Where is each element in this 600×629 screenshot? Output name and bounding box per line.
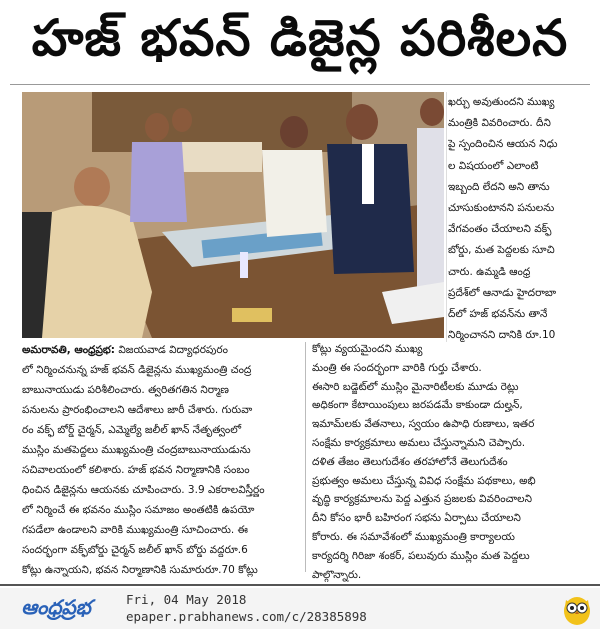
text-line: కోట్లు ఉన్నాయని, భవన నిర్మాణానికి సుమారురూ.70 కోట్లు (22, 564, 258, 576)
text-line: మంత్రి ఈ సందర్భంగా వారికి గుర్తు చేశారు. (312, 361, 482, 374)
text-line: ప్రభుత్వం అమలు చేస్తున్న వివిధ సంక్షేమ పథకాలు, అభి (312, 474, 536, 487)
article-column-right (312, 340, 594, 584)
headline: హజ్ భవన్ డిజైన్ల పరిశీలన (31, 8, 569, 67)
text-line: సచివాలయంలో కలిశారు. హజ్ భవన నిర్మాణానికి సంబం (22, 464, 250, 476)
text-line: కార్యదర్శి గిరిజా శంకర్, పలువురు ముస్లిం మత పెద్దలు (312, 549, 530, 562)
text-line: లో నిర్మించే ఈ భవనం ముస్లిం సమాజం అంతటికి ఉపయో (22, 504, 255, 516)
text-line: ఇబ్బంది లేదని అని తాను (448, 180, 550, 193)
text-line: మంత్రికి వివరించారు. దీని (448, 117, 551, 130)
text-line: సంక్షేమ కార్యక్రమాలు అమలు చేస్తున్నామని చెప్పారు. (312, 436, 526, 449)
text-line: చూసుకుంటానని పనులను (448, 201, 555, 214)
text-line: కోరారు. ఈ సమావేశంలో ముఖ్యమంత్రి కార్యాలయ (312, 530, 515, 543)
headline-rule (10, 84, 590, 85)
text-line: లో నిర్మించనున్న హజ్ భవన్ డిజైన్లను ముఖ్యమంత్రి చంద్ర (22, 364, 252, 376)
text-line: నిర్మించానని దానికి రూ.10 (448, 329, 556, 342)
text-line: రం వక్ఫ్ బోర్డ్ చైర్మన్, ఎమ్మెల్యే జలీల్ ఖాన్ నేతృత్వంలో (22, 424, 242, 436)
footer (0, 588, 600, 629)
text-line: ఇమామ్‌లకు వేతనాలు, స్వయం ఉపాధి రుణాలు, ఇతర (312, 418, 535, 431)
text-line: బోర్డు, మత పెద్దలకు సూచి (448, 244, 555, 257)
owl-icon (560, 592, 594, 626)
text-line: పనులను ప్రారంభించాలని ఆదేశాలు జారీ చేశారు. గురువా (22, 404, 253, 416)
text-line: ఈసారి బడ్జెట్‌లో ముస్లిం మైనారిటీలకు మూడు రెట్లు (312, 380, 519, 393)
dateline: అమరావతి, ఆంధ్రప్రభ: (22, 344, 115, 356)
text-line: పాల్గొన్నారు. (312, 568, 362, 581)
publication-logo[interactable]: ఆంధ్రప్రభ (21, 594, 91, 619)
article-column-left (22, 340, 300, 580)
article-column-right-top (448, 92, 594, 346)
text-line: విజయవాడ విద్యాధరపురం (115, 344, 228, 356)
news-photo (22, 92, 444, 338)
text-line: చారు. ఉమ్మడి ఆంధ్ర (448, 265, 531, 278)
text-line: పై స్పందించిన ఆయన నిధు (448, 138, 558, 151)
text-line: దళిత తేజం తెలుగుదేశం తరహాలోనే తెలుగుదేశం (312, 455, 508, 468)
column-divider (305, 342, 306, 572)
text-line: ప్రదేశ్‌లో ఆనాడు హైదరాబా (448, 286, 557, 299)
edition-url[interactable]: epaper.prabhanews.com/c/28385898 (126, 609, 367, 624)
text-line: దీని కోసం భారీ బహిరంగ సభను ఏర్పాటు చేయాలని (312, 512, 521, 525)
text-line: బాబునాయుడు పరిశీలించారు. త్వరితగతిన నిర్మాణ (22, 384, 229, 396)
photo-illustration (22, 92, 444, 338)
column-divider-top (446, 92, 447, 342)
edition-date: Fri, 04 May 2018 (126, 592, 247, 607)
footer-rule (0, 584, 600, 586)
text-line: ధించిన డిజైన్లను ఆయనకు చూపించారు. 3.9 ఎకరాలవిస్తీర్ణం (22, 484, 265, 496)
text-line: సందర్భంగా వక్ఫ్‌బోర్డు చైర్మన్ జలీల్ ఖాన్ బోర్డు వద్దరూ.6 (22, 544, 248, 556)
text-line: వృద్ధి కార్యక్రమాలను పెద్ద ఎత్తున ప్రజలకు వివరించాలని (312, 493, 532, 506)
text-line: అధికంగా కేటాయింపులు జరపడమే కాకుండా దుల్హన్, (312, 399, 523, 412)
text-line-first (22, 340, 300, 360)
text-line: ఖర్చు అవుతుందని ముఖ్య (448, 96, 555, 108)
text-line: కోట్లు వ్యయమైందని ముఖ్య (312, 343, 423, 355)
text-line: గపడేలా ఉండాలని వారికి ముఖ్యమంత్రి సూచించారు. ఈ (22, 524, 248, 536)
text-line: వేగవంతం చేయాలని వక్ఫ్ (448, 223, 552, 236)
text-line: ల విషయంలో ఎలాంటి (448, 159, 539, 172)
text-line: ముస్లిం మతపెద్దలు ముఖ్యమంత్రి చంద్రబాబునాయుడును (22, 444, 251, 456)
text-line: ద్‌లో హజ్ భవన్‌ను తానే (448, 307, 548, 320)
